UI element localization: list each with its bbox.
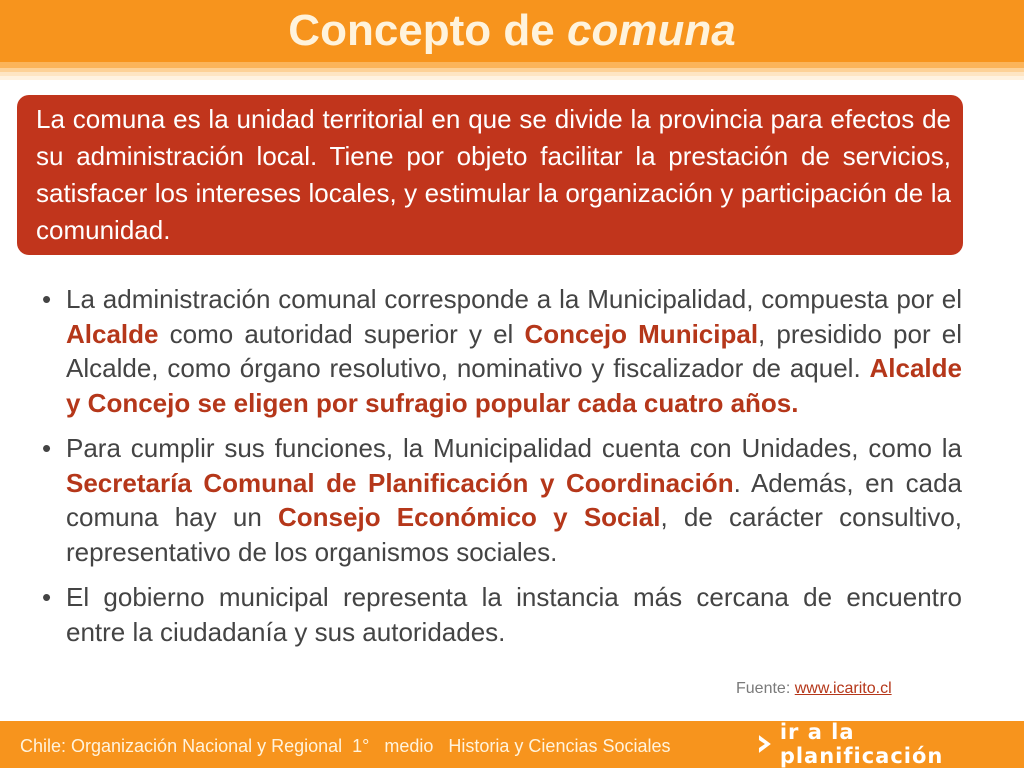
bullet-text: . Además, en cada comuna hay un [66,467,962,532]
bullet-item [40,431,962,569]
bullet-highlight: Concejo Municipal [524,318,759,349]
bullet-item [40,282,962,420]
bullet-text: como autoridad superior y el [158,318,525,349]
bullet-text: El gobierno municipal representa la instancia más cercana de encuentro entre la ciudadanía y sus autoridades. [66,582,962,647]
bullet-marker: • [42,433,52,463]
bullet-text: La administración comunal corresponde a la Municipalidad, compuesta por el [66,284,962,314]
footer-course-text: Chile: Organización Nacional y Regional 1° medio Historia y Ciencias Sociales [20,736,671,756]
bullet-text: , de carácter consultivo, representativo de los organismos sociales. [66,502,963,567]
planning-link-label: ir a la planificación [779,720,944,768]
planning-link-button[interactable] [756,720,1024,768]
header-bar [0,0,1024,62]
definition-text: La comuna es la unidad territorial en que se divide la provincia para efectos de su administración local. Tiene por objeto facilitar la prestación de servicios, satisfacer los intereses locales, y estimular la organización y participación de la comunidad. [36,104,951,245]
page-title: Concepto de comuna [288,6,736,55]
source-link[interactable]: www.icarito.cl [794,680,892,697]
header-stripe [0,76,1024,80]
bullet-highlight: Alcalde y Concejo se eligen por sufragio popular cada cuatro años. [66,353,962,418]
footer-bar [0,721,1024,768]
bullet-text: , presidido por el Alcalde, como órgano resolutivo, nominativo y fiscalizador de aquel. [66,318,962,383]
bullet-item [40,580,962,649]
bullet-highlight: Consejo Económico y Social [278,502,661,532]
bullet-text: Para cumplir sus funciones, la Municipalidad cuenta con Unidades, como la [66,433,962,463]
bullet-highlight: Secretaría Comunal de Planificación y Coordinación [66,467,734,498]
source-citation [736,680,892,698]
bullet-highlight: Alcalde [66,318,159,349]
chevron-right-icon [756,733,774,755]
definition-box [17,95,963,255]
bullet-marker: • [42,582,52,612]
bullet-list [40,282,962,660]
source-label: Fuente: [736,680,791,697]
bullet-marker: • [42,284,52,314]
